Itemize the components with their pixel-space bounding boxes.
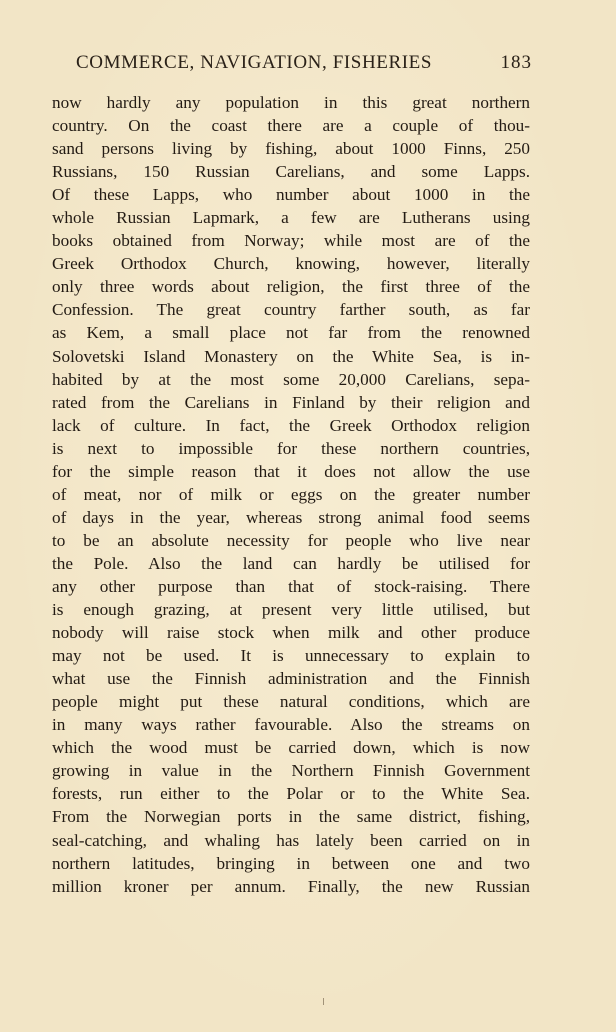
text-line: books obtained from Norway; while most are of the: [52, 231, 530, 251]
text-line: is enough grazing, at present very little utilised, but: [52, 600, 530, 620]
text-line: growing in value in the Northern Finnish Government: [52, 761, 530, 781]
running-head: [76, 52, 532, 78]
text-line: habited by at the most some 20,000 Carelians, sepa-: [52, 369, 530, 389]
text-line: of days in the year, whereas strong animal food seems: [52, 507, 530, 527]
text-line: is next to impossible for these northern countries,: [52, 438, 530, 458]
text-line: may not be used. It is unnecessary to explain to: [52, 646, 530, 666]
text-line: seal-catching, and whaling has lately been carried on in: [52, 830, 530, 850]
body-text: [52, 91, 530, 898]
text-line: northern latitudes, bringing in between one and two: [52, 853, 530, 873]
text-line: in many ways rather favourable. Also the streams on: [52, 715, 530, 735]
text-line: only three words about religion, the first three of the: [52, 277, 530, 297]
text-line: Of these Lapps, who number about 1000 in the: [52, 185, 530, 205]
text-line: lack of culture. In fact, the Greek Orthodox religion: [52, 415, 530, 435]
page-number: 183: [500, 52, 532, 73]
text-line: million kroner per annum. Finally, the new Russian: [52, 876, 530, 896]
text-line: as Kem, a small place not far from the renowned: [52, 323, 530, 343]
text-line: forests, run either to the Polar or to the White Sea.: [52, 784, 530, 804]
text-line: Solovetski Island Monastery on the White Sea, is in-: [52, 346, 530, 366]
text-line: which the wood must be carried down, which is now: [52, 738, 530, 758]
text-line: whole Russian Lapmark, a few are Lutherans using: [52, 208, 530, 228]
text-line: now hardly any population in this great northern: [52, 93, 530, 112]
text-line: nobody will raise stock when milk and other produce: [52, 623, 530, 643]
text-line: Greek Orthodox Church, knowing, however, literally: [52, 254, 530, 274]
text-line: From the Norwegian ports in the same district, fishing,: [52, 807, 530, 827]
text-line: of meat, nor of milk or eggs on the greater number: [52, 484, 530, 504]
text-line: Russians, 150 Russian Carelians, and some Lapps.: [52, 162, 530, 182]
text-line: country. On the coast there are a couple of thou-: [52, 116, 530, 136]
text-line: Confession. The great country farther south, as far: [52, 300, 530, 320]
text-line: rated from the Carelians in Finland by their religion and: [52, 392, 530, 412]
text-line: sand persons living by fishing, about 1000 Finns, 250: [52, 139, 530, 159]
text-line: to be an absolute necessity for people who live near: [52, 530, 530, 550]
running-title: COMMERCE, NAVIGATION, FISHERIES: [76, 52, 433, 73]
text-line: people might put these natural conditions, which are: [52, 692, 530, 712]
text-line: any other purpose than that of stock-raising. There: [52, 576, 530, 596]
text-line: for the simple reason that it does not allow the use: [52, 461, 530, 481]
text-line: the Pole. Also the land can hardly be utilised for: [52, 553, 530, 573]
text-line: what use the Finnish administration and the Finnish: [52, 669, 530, 689]
paper-speck: [323, 998, 324, 1005]
